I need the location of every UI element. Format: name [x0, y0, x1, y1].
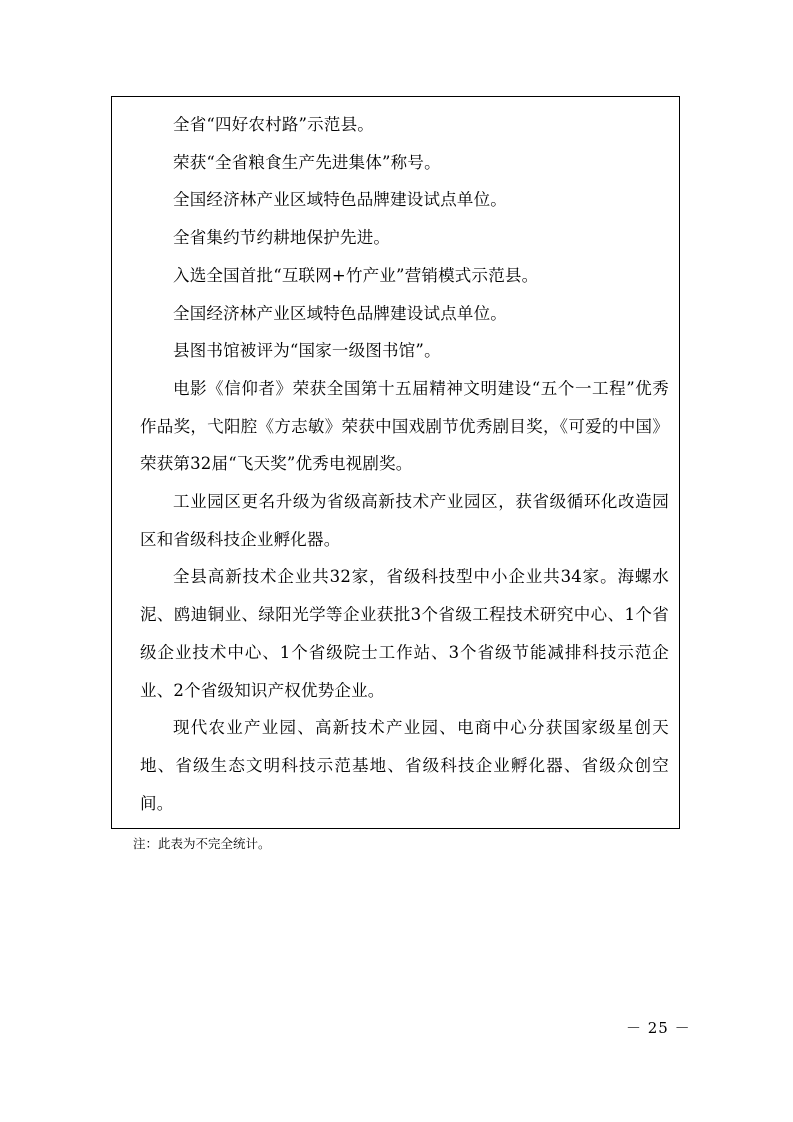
table-paragraph: 县图书馆被评为“国家一级图书馆”。	[173, 341, 441, 361]
table-paragraph: 全国经济林产业区域特色品牌建设试点单位。	[173, 303, 507, 323]
table-paragraph: 全省集约节约耕地保护先进。	[173, 228, 391, 248]
table-footnote: 注：此表为不完全统计。	[133, 836, 271, 851]
table-paragraph: 荣获“全省粮食生产先进集体”称号。	[173, 152, 441, 172]
table-paragraph: 电影《信仰者》荣获全国第十五届精神文明建设“五个一工程”优秀作品奖，弋阳腔《方志敏》荣获中国戏剧节优秀剧目奖，《可爱的中国》荣获第32届“飞天奖”优秀电视剧奖。	[140, 378, 669, 474]
table-paragraph: 全国经济林产业区域特色品牌建设试点单位。	[173, 190, 507, 210]
table-paragraph: 全县高新技术企业共32家，省级科技型中小企业共34家。海螺水泥、鸥迪铜业、绿阳光学等企业获批3个省级工程技术研究中心、1个省级企业技术中心、1个省级院士工作站、3个省级节能减排科技示范企业、2个省级知识产权优势企业。	[140, 567, 669, 700]
page-number: － 25 －	[626, 1019, 691, 1037]
table-paragraph: 入选全国首批“互联网+竹产业”营销模式示范县。	[173, 265, 539, 285]
table-paragraph: 工业园区更名升级为省级高新技术产业园区，获省级循环化改造园区和省级科技企业孵化器。	[140, 492, 669, 549]
achievements-table-cell	[111, 96, 680, 829]
table-paragraph: 全省“四好农村路”示范县。	[173, 115, 374, 134]
table-paragraph: 现代农业产业园、高新技术产业园、电商中心分获国家级星创天地、省级生态文明科技示范基地、省级科技企业孵化器、省级众创空间。	[140, 718, 669, 813]
